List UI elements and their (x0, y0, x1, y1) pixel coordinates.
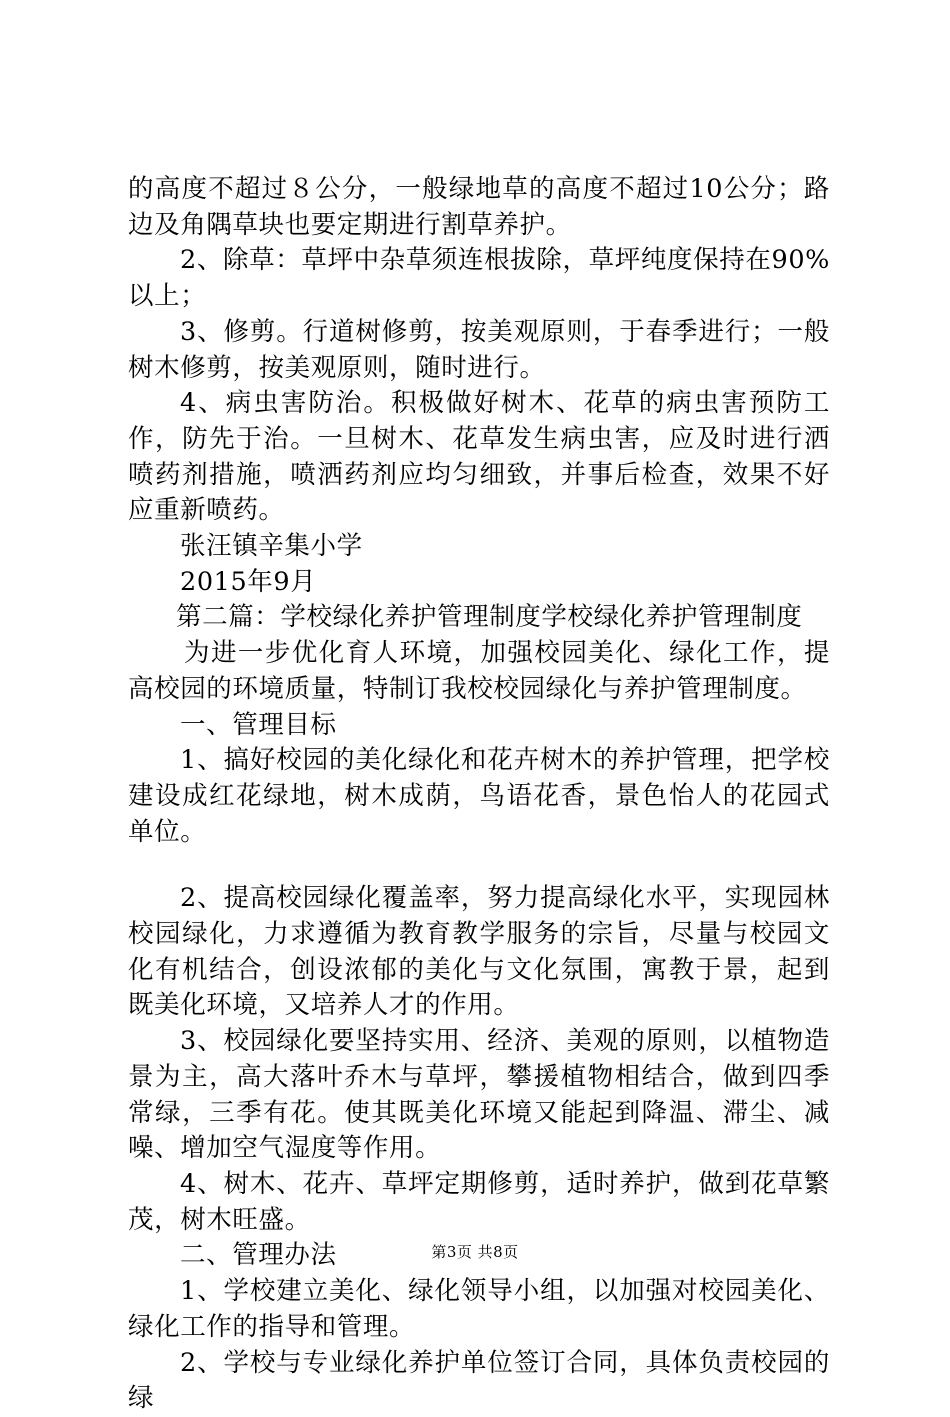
paragraph-method-2: 2、学校与专业绿化养护单位签订合同，具体负责校园的绿 (128, 1347, 830, 1414)
paragraph-intro: 为进一步优化育人环境，加强校园美化、绿化工作，提高校园的环境质量，特制订我校校园绿化与养护管理制度。 (128, 638, 830, 704)
heading-methods: 二、管理办法 (180, 1240, 337, 1271)
document-body (128, 172, 830, 1417)
section-title: 第二篇：学校绿化养护管理制度学校绿化养护管理制度 (176, 602, 803, 633)
paragraph-goal-4: 4、树木、花卉、草坪定期修剪，适时养护，做到花草繁茂，树木旺盛。 (128, 1168, 830, 1235)
page-number-footer: 第3页 共8页 (431, 1243, 519, 1261)
paragraph-goal-2: 2、提高校园绿化覆盖率，努力提高绿化水平，实现园林校园绿化，力求遵循为教育教学服务的宗旨，尽量与校园文化有机结合，创设浓郁的美化与文化氛围，寓教于景，起到既美化环境，又培养人才的作用。 (128, 883, 830, 1021)
signature-date: 2015年9月 (180, 566, 317, 597)
paragraph-pruning: 3、修剪。行道树修剪，按美观原则，于春季进行；一般树木修剪，按美观原则，随时进行。 (128, 316, 830, 383)
paragraph-weeding: 2、除草：草坪中杂草须连根拔除，草坪纯度保持在90%以上； (128, 245, 830, 312)
signature-school: 张汪镇辛集小学 (180, 531, 363, 562)
paragraph-goal-3: 3、校园绿化要坚持实用、经济、美观的原则，以植物造景为主，高大落叶乔木与草坪，攀援植物相结合，做到四季常绿，三季有花。使其既美化环境又能起到降温、滞尘、减噪、增加空气湿度等作用。 (128, 1026, 830, 1164)
paragraph-pest-control: 4、病虫害防治。积极做好树木、花草的病虫害预防工作，防先于治。一旦树木、花草发生病虫害，应及时进行洒喷药剂措施，喷洒药剂应均匀细致，并事后检查，效果不好应重新喷药。 (128, 388, 830, 526)
paragraph-spacer (128, 850, 830, 881)
heading-goals: 一、管理目标 (180, 709, 337, 740)
paragraph-continuation: 的高度不超过８公分，一般绿地草的高度不超过10公分；路边及角隅草块也要定期进行割草养护。 (128, 174, 830, 240)
paragraph-method-1: 1、学校建立美化、绿化领导小组，以加强对校园美化、绿化工作的指导和管理。 (128, 1276, 830, 1342)
paragraph-goal-1: 1、搞好校园的美化绿化和花卉树木的养护管理，把学校建设成红花绿地，树木成荫，鸟语花香，景色怡人的花园式单位。 (128, 745, 830, 847)
